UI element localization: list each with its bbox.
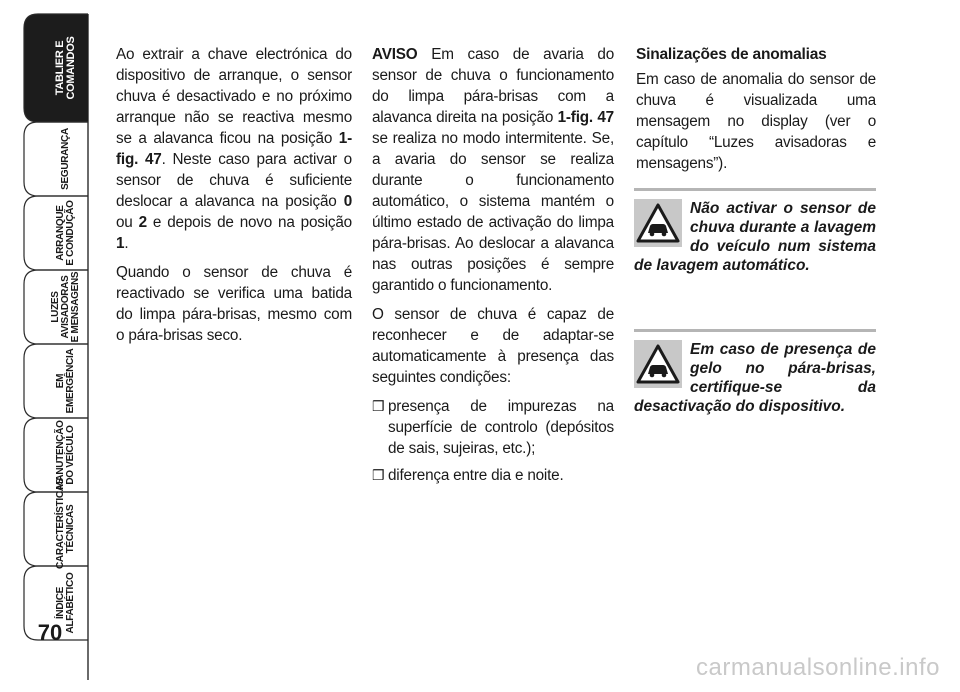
tab-segurança[interactable] (28, 129, 104, 189)
tab-características-técnicas[interactable] (28, 477, 104, 569)
tab-label: EM EMERGÊNCIA (55, 348, 76, 414)
tab-label: ARRANQUE E CONDUÇÃO (55, 200, 76, 266)
divider (634, 188, 876, 191)
tab-label: SEGURANÇA (60, 128, 71, 190)
tab-label: TABLIER E COMANDOS (54, 36, 77, 100)
tab-manutenção-do-veículo[interactable] (28, 420, 104, 490)
tab-label: ÍNDICE ALFABÉTICO (55, 572, 76, 634)
divider (634, 329, 876, 332)
tab-label: MANUTENÇÃO DO VEÍCULO (55, 420, 76, 490)
paragraph-conditions: O sensor de chuva é capaz de reconhecer e de adaptar-se automaticamente à presença das seguintes condições: (372, 306, 614, 386)
warning-box: Não activar o sensor de chuva durante a lavagem do veículo num sistema de lavagem automático. (634, 188, 876, 275)
tab-em-emergência[interactable] (28, 348, 104, 414)
column-1 (116, 44, 352, 354)
tab-luzes-avisadoras-e-mensagens[interactable] (28, 271, 104, 343)
list-item: ❒ diferença entre dia e noite. (372, 467, 564, 484)
section-heading: Sinalizações de anomalias (636, 46, 827, 63)
tab-label: LUZES AVISADORAS E MENSAGENS (50, 271, 81, 343)
aviso-label: AVISO (372, 46, 418, 63)
checkbox-bullet-icon: ❒ (372, 467, 385, 483)
section-sidebar (0, 0, 100, 692)
list-item: ❒ presença de impurezas na superfície de controlo (depósitos de sais, sujeiras, etc.); (372, 398, 614, 457)
column-2 (372, 44, 614, 492)
paragraph-aviso: AVISO Em caso de avaria do sensor de chuva o funcionamento do limpa pára-brisas com a alavanca direita na posição 1-fig. 47 se realiza no modo intermitente. Se, a avaria do sensor se realiza durante o funcionamento automático, o sistema mantém o último estado de activação do limpa pára-brisas. Ao deslocar a alavanca nas outras posições é sempre garantido o funcionamento. (372, 46, 614, 294)
warning-box: Em caso de presença de gelo no pára-brisas, certifique-se da desactivação do dispositivo. (634, 329, 876, 416)
tab-label: CARACTERÍSTICAS TÉCNICAS (55, 477, 76, 569)
warning-car-icon (634, 199, 682, 247)
tab-arranque-e-condução[interactable] (28, 200, 104, 266)
paragraph-sensor-reactivation: Quando o sensor de chuva é reactivado se verifica uma batida do limpa pára-brisas, mesmo com o pára-brisas seco. (116, 264, 352, 344)
column-3 (636, 44, 876, 182)
warning-car-icon (634, 340, 682, 388)
checkbox-bullet-icon: ❒ (372, 398, 385, 414)
watermark: carmanualsonline.info (696, 654, 940, 681)
paragraph-anomaly: Em caso de anomalia do sensor de chuva é visualizada uma mensagem no display (ver o capítulo “Luzes avisadoras e mensagens”). (636, 71, 876, 172)
tab-tablier-e-comandos[interactable] (28, 38, 104, 98)
paragraph-key-extraction: Ao extrair a chave electrónica do dispositivo de arranque, o sensor chuva é desactivado e no próximo arranque não se reactiva mesmo se a alavanca ficou na posição 1-fig. 47. Neste caso para activar o sensor de chuva é suficiente deslocar a alavanca na posição 0 ou 2 e depois de novo na posição 1. (116, 46, 352, 252)
page-number: 70 (37, 620, 63, 645)
